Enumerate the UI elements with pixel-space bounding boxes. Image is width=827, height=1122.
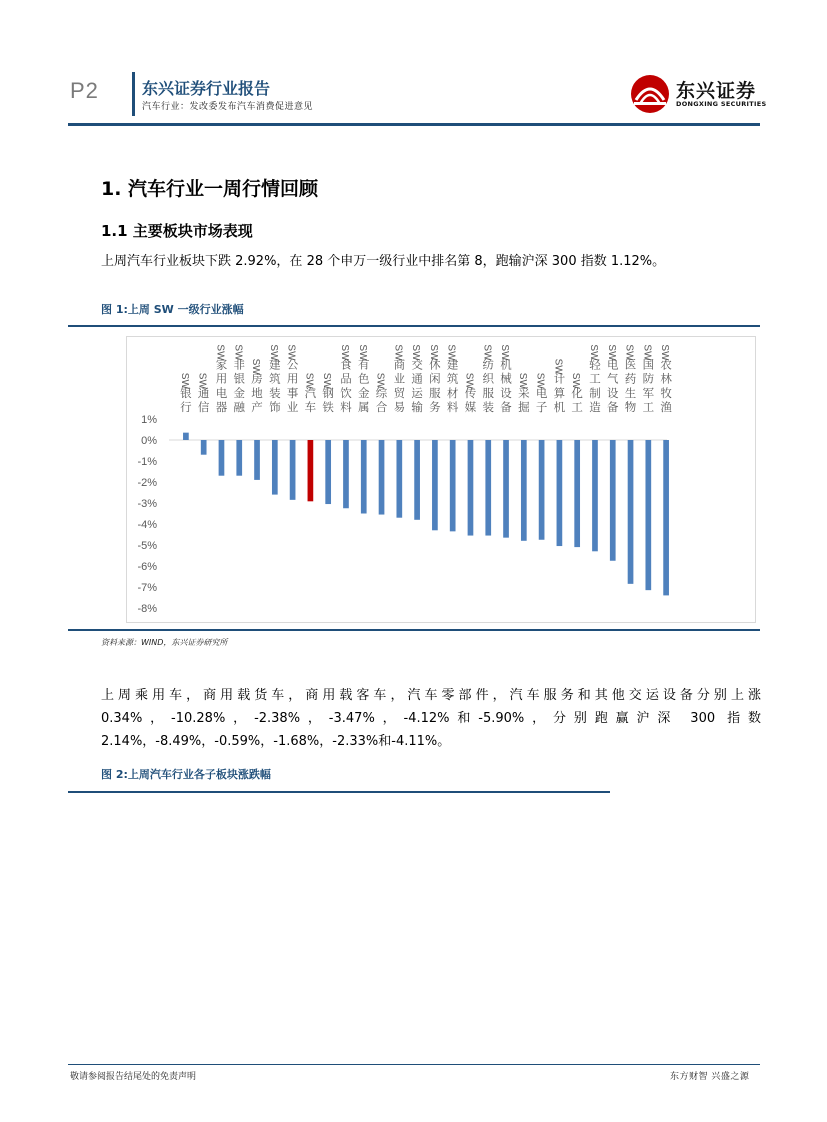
bar: [610, 440, 616, 561]
category-label-prefix: SW: [516, 372, 528, 389]
paragraph-subsector-summary: 上周乘用车，商用载货车，商用载客车，汽车零部件，汽车服务和其他交运设备分别上涨 0.34%，-10.28%，-2.38%，-3.47%，-4.12%和-5.90%，分别跑赢沪深 300 指数 2.14%，-8.49%，-0.59%，-1.68%，-2.33%和-4.11%。: [101, 688, 761, 749]
category-label-prefix: SW: [570, 372, 582, 389]
category-label-prefix: SW: [534, 372, 546, 389]
category-label-prefix: SW: [552, 358, 564, 375]
category-label: 银行: [180, 385, 192, 414]
category-label: 有色金属: [358, 357, 370, 414]
bar: [663, 440, 669, 595]
figure2-rule: [68, 791, 610, 793]
logo-text: 东兴证券: [676, 80, 757, 102]
category-label-prefix: SW: [338, 344, 350, 361]
category-label-prefix: SW: [463, 372, 475, 389]
category-label: 钢铁: [322, 385, 334, 414]
category-label: 传媒: [464, 385, 477, 414]
figure1-top-rule: [68, 325, 760, 327]
report-subtitle: 汽车行业：发改委发布汽车消费促进意见: [142, 102, 314, 112]
category-label-prefix: SW: [285, 344, 297, 361]
category-label: 机械设备: [500, 357, 512, 414]
category-label: 休闲服务: [429, 357, 441, 414]
category-label-prefix: SW: [250, 358, 262, 375]
category-label: 家用电器: [215, 357, 228, 414]
bar: [628, 440, 634, 584]
sw-industry-chart: [126, 336, 756, 623]
category-label: 汽车: [304, 385, 317, 414]
category-label: 轻工制造: [589, 357, 601, 414]
category-label-prefix: SW: [232, 344, 244, 361]
category-label-prefix: SW: [410, 344, 422, 361]
bar: [379, 440, 385, 515]
category-label: 综合: [375, 385, 388, 414]
header-rule: [68, 123, 760, 126]
footer-slogan: 东方财智 兴盛之源: [670, 1072, 750, 1082]
page-number: P2: [70, 78, 99, 103]
category-label-prefix: SW: [445, 344, 457, 361]
bar: [450, 440, 456, 531]
category-label: 电子: [535, 385, 548, 414]
header-divider: [132, 72, 135, 116]
bar: [201, 440, 207, 455]
bar: [592, 440, 598, 551]
category-label: 采掘: [518, 385, 530, 414]
bar: [325, 440, 331, 504]
bar: [645, 440, 651, 590]
bar: [361, 440, 367, 514]
figure1-source: 资料来源：WIND，东兴证券研究所: [101, 638, 228, 647]
figure1-caption: 图 1:上周 SW 一级行业涨幅: [101, 303, 244, 316]
footer-disclaimer: 敬请参阅报告结尾处的免责声明: [70, 1072, 197, 1082]
y-tick-label: 0%: [141, 435, 157, 447]
y-tick-label: -5%: [137, 540, 157, 552]
bar: [308, 440, 314, 501]
y-tick-label: -3%: [137, 498, 157, 510]
category-label-prefix: SW: [427, 344, 439, 361]
logo-english: DONGXING SECURITIES: [676, 100, 767, 108]
bar: [521, 440, 527, 541]
category-label-prefix: SW: [214, 344, 226, 361]
category-label-prefix: SW: [303, 372, 315, 389]
y-tick-label: -4%: [137, 519, 157, 531]
footer-rule: [68, 1064, 760, 1065]
category-label: 交通运输: [411, 357, 423, 414]
category-label: 通信: [197, 385, 210, 414]
category-label: 计算机: [553, 371, 566, 414]
category-label: 商业贸易: [393, 357, 406, 414]
bar: [396, 440, 402, 518]
bar: [183, 433, 189, 440]
category-label: 化工: [571, 385, 583, 414]
bar: [254, 440, 260, 480]
y-tick-label: 1%: [141, 414, 157, 426]
category-label: 建筑装饰: [269, 357, 281, 414]
category-label-prefix: SW: [392, 344, 404, 361]
category-label: 农林牧渔: [660, 357, 672, 414]
bar: [236, 440, 242, 476]
y-tick-label: -7%: [137, 582, 157, 594]
category-label-prefix: SW: [587, 344, 599, 361]
category-label-prefix: SW: [356, 344, 368, 361]
category-label-prefix: SW: [641, 344, 653, 361]
bar: [343, 440, 349, 508]
category-label-prefix: SW: [321, 372, 333, 389]
bar: [468, 440, 474, 536]
category-label: 电气设备: [607, 357, 619, 414]
category-label-prefix: SW: [267, 344, 279, 361]
category-label-prefix: SW: [659, 344, 671, 361]
bar: [290, 440, 296, 500]
category-label-prefix: SW: [374, 372, 386, 389]
category-label: 建筑材料: [446, 357, 459, 414]
category-label: 公用事业: [286, 357, 299, 414]
category-label-prefix: SW: [481, 344, 493, 361]
category-label: 房地产: [251, 371, 263, 414]
bar: [219, 440, 225, 476]
y-tick-label: -8%: [137, 603, 157, 615]
bar: [539, 440, 545, 540]
bar: [557, 440, 563, 546]
bar: [432, 440, 438, 530]
section-heading: 1. 汽车行业一周行情回顾: [101, 178, 319, 200]
bar-chart-svg: [127, 337, 755, 622]
bar: [272, 440, 278, 495]
paragraph-industry-summary: 上周汽车行业板块下跌 2.92%，在 28 个申万一级行业中排名第 8，跑输沪深 300 指数 1.12%。: [101, 254, 666, 269]
category-label-prefix: SW: [196, 372, 208, 389]
bar: [414, 440, 420, 520]
figure1-bottom-rule: [68, 629, 760, 631]
category-label: 食品饮料: [340, 357, 352, 414]
y-tick-label: -2%: [137, 477, 157, 489]
bar: [574, 440, 580, 547]
figure2-caption: 图 2:上周汽车行业各子板块涨跌幅: [101, 768, 271, 781]
y-tick-label: -1%: [137, 456, 157, 468]
category-label: 医药生物: [624, 357, 637, 414]
category-label-prefix: SW: [605, 344, 617, 361]
bar: [485, 440, 491, 536]
category-label-prefix: SW: [499, 344, 511, 361]
category-label: 纺织服装: [482, 357, 494, 414]
subsection-heading: 1.1 主要板块市场表现: [101, 222, 253, 240]
category-label-prefix: SW: [178, 372, 190, 389]
bar: [503, 440, 509, 538]
y-tick-label: -6%: [137, 561, 157, 573]
category-label-prefix: SW: [623, 344, 635, 361]
category-label: 非银金融: [233, 357, 245, 414]
category-label: 国防军工: [642, 357, 655, 414]
report-title: 东兴证券行业报告: [142, 79, 271, 98]
